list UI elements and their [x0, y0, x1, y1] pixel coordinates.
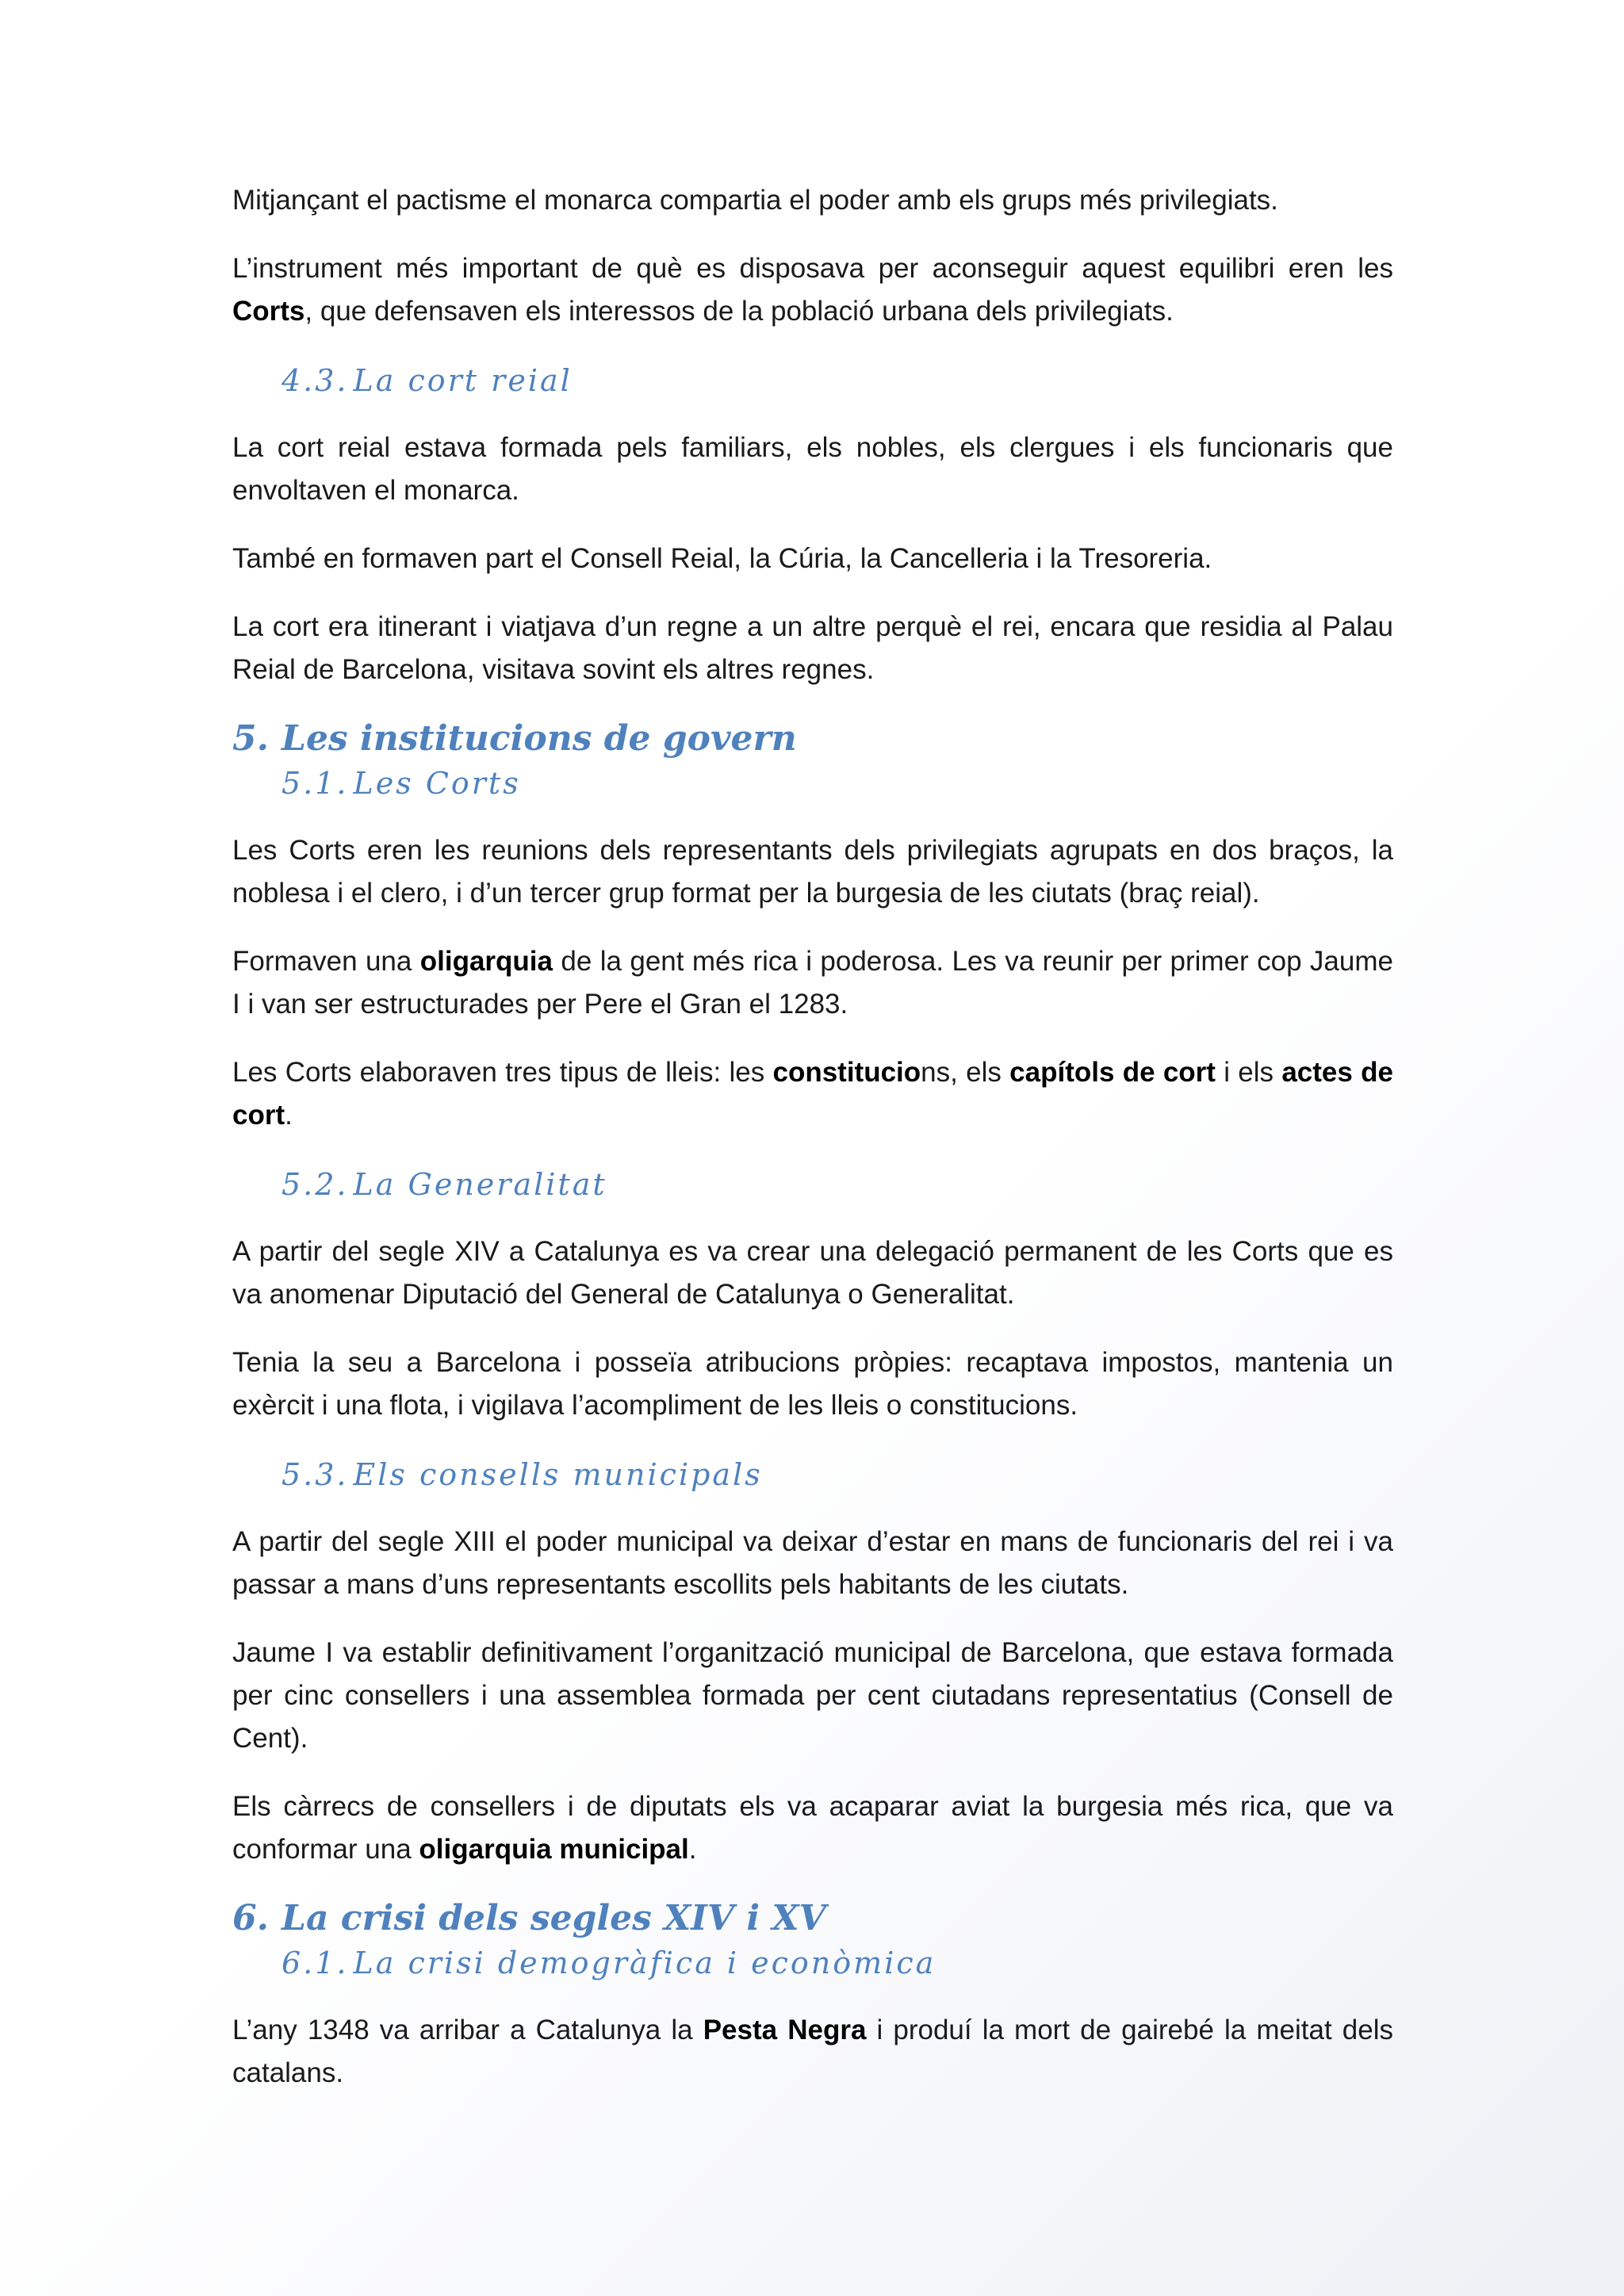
paragraph: Jaume I va establir definitivament l’organització municipal de Barcelona, que estava formada per cinc consellers i una assemblea formada per cent ciutadans representatius (Consell de Cent). [232, 1637, 1393, 1754]
chapter-heading-6: 6. La crisi dels segles XIV i XV [232, 1898, 826, 1938]
paragraph: L’instrument més important de què es disposava per aconseguir aquest equilibri eren les Corts, que defensaven els interessos de la població urbana dels privilegiats. [232, 253, 1393, 327]
paragraph: Formaven una oligarquia de la gent més rica i poderosa. Les va reunir per primer cop Jaume I i van ser estructurades per Pere el Gran el 1283. [232, 946, 1393, 1020]
paragraph: La cort reial estava formada pels familiars, els nobles, els clergues i els funcionaris que envoltaven el monarca. [232, 432, 1393, 506]
document-page [232, 179, 1393, 2120]
paragraph: A partir del segle XIII el poder municipal va deixar d’estar en mans de funcionaris del rei i va passar a mans d’uns representants escollits pels habitants de les ciutats. [232, 1526, 1393, 1600]
chapter-heading-5: 5. Les institucions de govern [232, 718, 797, 759]
section-heading-4-3: 4.3. La cort reial [282, 363, 573, 398]
paragraph: Mitjançant el pactisme el monarca compartia el poder amb els grups més privilegiats. [232, 185, 1278, 216]
section-heading-5-2: 5.2. La Generalitat [282, 1167, 607, 1202]
paragraph: La cort era itinerant i viatjava d’un regne a un altre perquè el rei, encara que residia al Palau Reial de Barcelona, visitava sovint els altres regnes. [232, 611, 1393, 685]
section-heading-6-1: 6.1. La crisi demogràfica i econòmica [282, 1946, 936, 1980]
paragraph: L’any 1348 va arribar a Catalunya la Pesta Negra i produí la mort de gairebé la meitat dels catalans. [232, 2015, 1393, 2088]
paragraph: També en formaven part el Consell Reial, la Cúria, la Cancelleria i la Tresoreria. [232, 543, 1212, 574]
paragraph: Les Corts eren les reunions dels representants dels privilegiats agrupats en dos braços, la noblesa i el clero, i d’un tercer grup format per la burgesia de les ciutats (braç reial). [232, 835, 1393, 909]
section-heading-5-3: 5.3. Els consells municipals [282, 1457, 763, 1492]
paragraph: Les Corts elaboraven tres tipus de lleis: les constitucions, els capítols de cort i els actes de cort. [232, 1057, 1393, 1131]
paragraph: Tenia la seu a Barcelona i posseïa atribucions pròpies: recaptava impostos, mantenia un exèrcit i una flota, i vigilava l’acompliment de les lleis o constitucions. [232, 1347, 1393, 1421]
paragraph: A partir del segle XIV a Catalunya es va crear una delegació permanent de les Corts que es va anomenar Diputació del General de Catalunya o Generalitat. [232, 1236, 1393, 1310]
paragraph: Els càrrecs de consellers i de diputats els va acaparar aviat la burgesia més rica, que va conformar una oligarquia municipal. [232, 1791, 1393, 1865]
section-heading-5-1: 5.1. Les Corts [282, 766, 521, 801]
